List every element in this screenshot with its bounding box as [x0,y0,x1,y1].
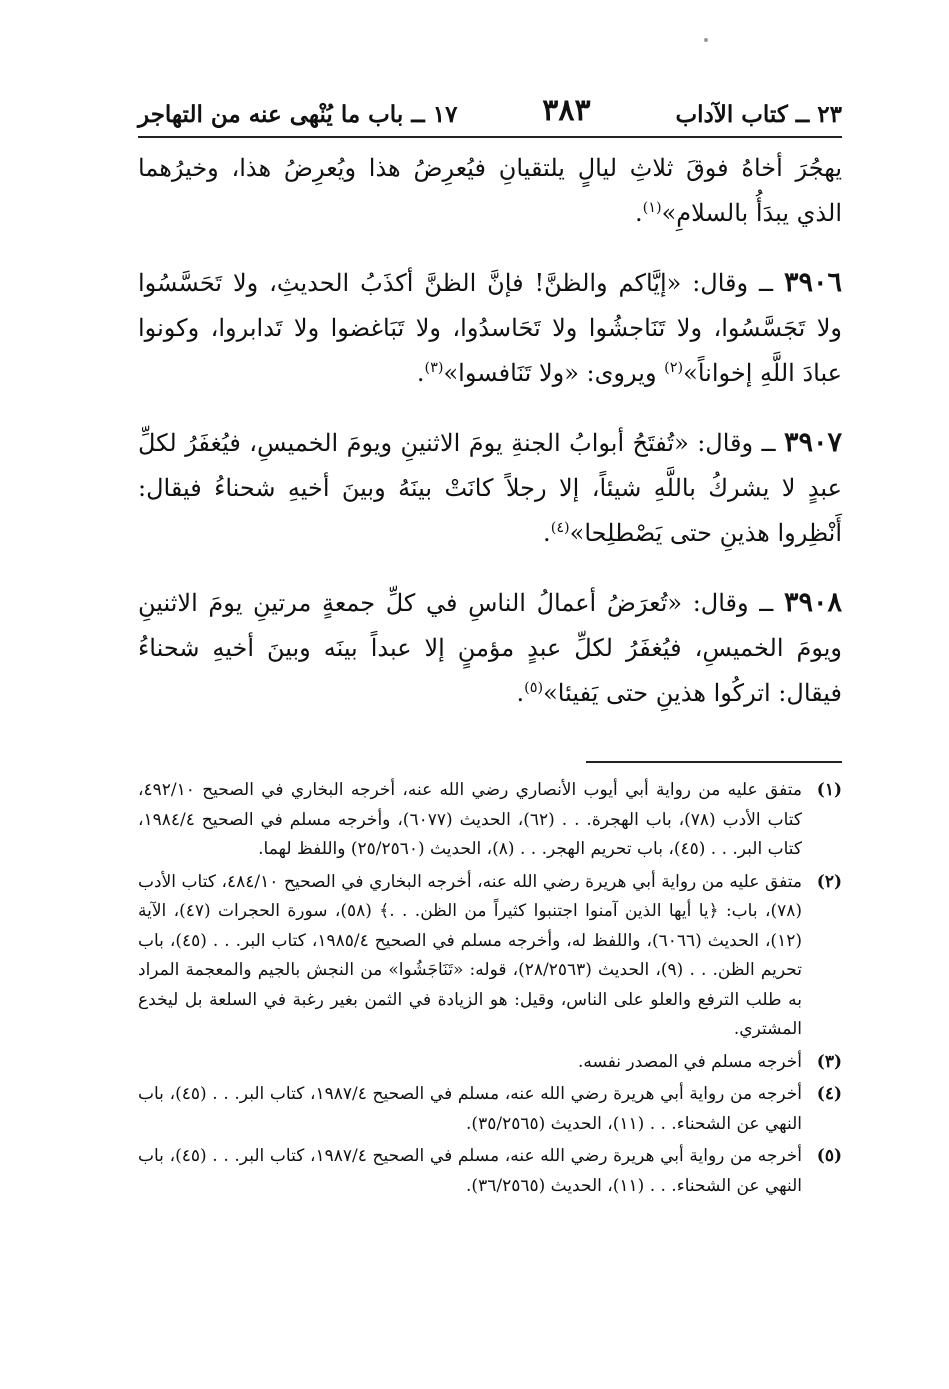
footnote-ref: (١) [642,200,662,216]
hadith-number: ٣٩٠٦ [783,267,842,298]
hadith-3908 [138,580,842,716]
footnote-ref: (٣) [424,360,444,376]
paragraph-text: ــ وقال: «تُعرَضُ أعمالُ الناسِ في كلِّ جمعةٍ مرتينِ يومَ الاثنينِ ويومَ الخميسِ، فيُغفَرُ لكلِّ عبدٍ مؤمنٍ إلا عبداً بينَه وبينَ أخيهِ شحناءُ فيقال: اتركُوا هذينِ حتى يَفيئا» [138,589,842,707]
footnote-mark: (٢) [816,871,842,892]
page-number: ٣٨٣ [542,93,591,128]
footnote-5 [138,1142,842,1201]
paragraph-tail: . [416,359,425,387]
paragraph-tail: . [516,679,525,707]
footnotes [138,776,842,1204]
footnote-text: متفق عليه من رواية أبي هريرة رضي الله عنه، أخرجه البخاري في الصحيح ٤٨٤/١٠، كتاب الأدب (٧٨)، باب: ﴿يا أيها الذين آمنوا اجتنبوا كثيراً من الظن. . .﴾ (٥٨)، سورة الحجرات (٤٧)، الآية (١٢)، الحديث (٦٠٦٦)، واللفظ له، وأخرجه مسلم في الصحيح ١٩٨٥/٤، كتاب البر. . . (٤٥)، باب تحريم الظن. . . (٩)، الحديث (٢٨/٢٥٦٣)، قوله: «تَنَاجَشُوا» من النجش بالجيم والمعجمة المراد به طلب الترفع والعلو على الناس، وقيل: هو الزيادة في الثمن بغير رغبة في السلعة بل ليخدع المشتري. [138,871,802,1039]
paragraph-tail: . [543,519,551,547]
footnote-mark: (١) [816,780,842,800]
header-divider [138,136,842,138]
stray-mark [704,38,708,42]
footnote-ref: (٥) [524,680,544,696]
paragraph-text: ــ وقال: «تُفتَحُ أبوابُ الجنةِ يومَ الاثنينِ ويومَ الخميسِ، فيُغفَرُ لكلِّ عبدٍ لا يشركُ باللَّهِ شيئاً، إلا رجلاً كانَتْ بينَهُ وبينَ أخيهِ شحناءُ فيقال: أَنْظِروا هذينِ حتى يَصْطلِحا» [138,429,842,547]
hadith-3906 [138,260,842,396]
footnote-4 [138,1080,842,1139]
footnote-ref: (٢) [664,360,684,376]
footnote-2 [138,868,842,1045]
footnote-1 [138,776,842,865]
footnote-ref: (٤) [550,520,570,536]
running-header [138,82,842,128]
paragraph-tail: . [634,199,643,227]
footnote-text: أخرجه من رواية أبي هريرة رضي الله عنه، مسلم في الصحيح ١٩٨٧/٤، كتاب البر. . . (٤٥)، باب النهي عن الشحناء. . . (١١)، الحديث (٣٥/٢٥٦٥). [138,1084,802,1134]
hadith-number: ٣٩٠٧ [783,427,842,458]
paragraph-text: ــ وقال: «إيَّاكم والظنَّ! فإنَّ الظنَّ أكذَبُ الحديثِ، ولا تَحَسَّسُوا ولا تَجَسَّسُوا، ولا تَنَاجشُوا ولا تَحَاسدُوا، ولا تَبَاغضوا ولا تَدابروا، وكونوا عبادَ اللَّهِ إخواناً» [138,269,842,387]
footnote-3 [138,1048,842,1078]
footnote-text: أخرجه مسلم في المصدر نفسه. [578,1051,802,1072]
footnote-divider [586,761,842,763]
footnote-text: أخرجه من رواية أبي هريرة رضي الله عنه، مسلم في الصحيح ١٩٨٧/٤، كتاب البر. . . (٤٥)، باب النهي عن الشحناء. . . (١١)، الحديث (٣٦/٢٥٦٥). [138,1146,802,1196]
footnote-mark: (٥) [816,1146,842,1166]
footnote-mark: (٤) [816,1084,842,1104]
header-book-title: ٢٣ ــ كتاب الآداب [675,101,842,128]
paragraph-text: يهجُرَ أخاهُ فوقَ ثلاثِ ليالٍ يلتقيانِ فيُعرِضُ هذا ويُعرِضُ هذا، وخيرُهما الذي يبدَأُ بالسلامِ» [138,154,842,227]
hadith-3907 [138,420,842,556]
main-text [138,146,842,740]
paragraph-continuation [138,146,842,236]
footnote-text: متفق عليه من رواية أبي أيوب الأنصاري رضي الله عنه، أخرجه البخاري في الصحيح ٤٩٢/١٠، كتاب الأدب (٧٨)، باب الهجرة. . . (٦٢)، الحديث (٦٠٧٧)، وأخرجه مسلم في الصحيح ١٩٨٤/٤، كتاب البر. . . (٤٥)، باب تحريم الهجر. . . (٨)، الحديث (٢٥/٢٥٦٠) واللفظ لهما. [138,780,802,859]
header-chapter-title: ١٧ ــ باب ما يُنْهى عنه من التهاجر [138,101,458,128]
hadith-number: ٣٩٠٨ [783,587,842,618]
paragraph-text-extra: ويروى: «ولا تَنَافسوا» [443,359,665,387]
footnote-mark: (٣) [816,1051,842,1072]
